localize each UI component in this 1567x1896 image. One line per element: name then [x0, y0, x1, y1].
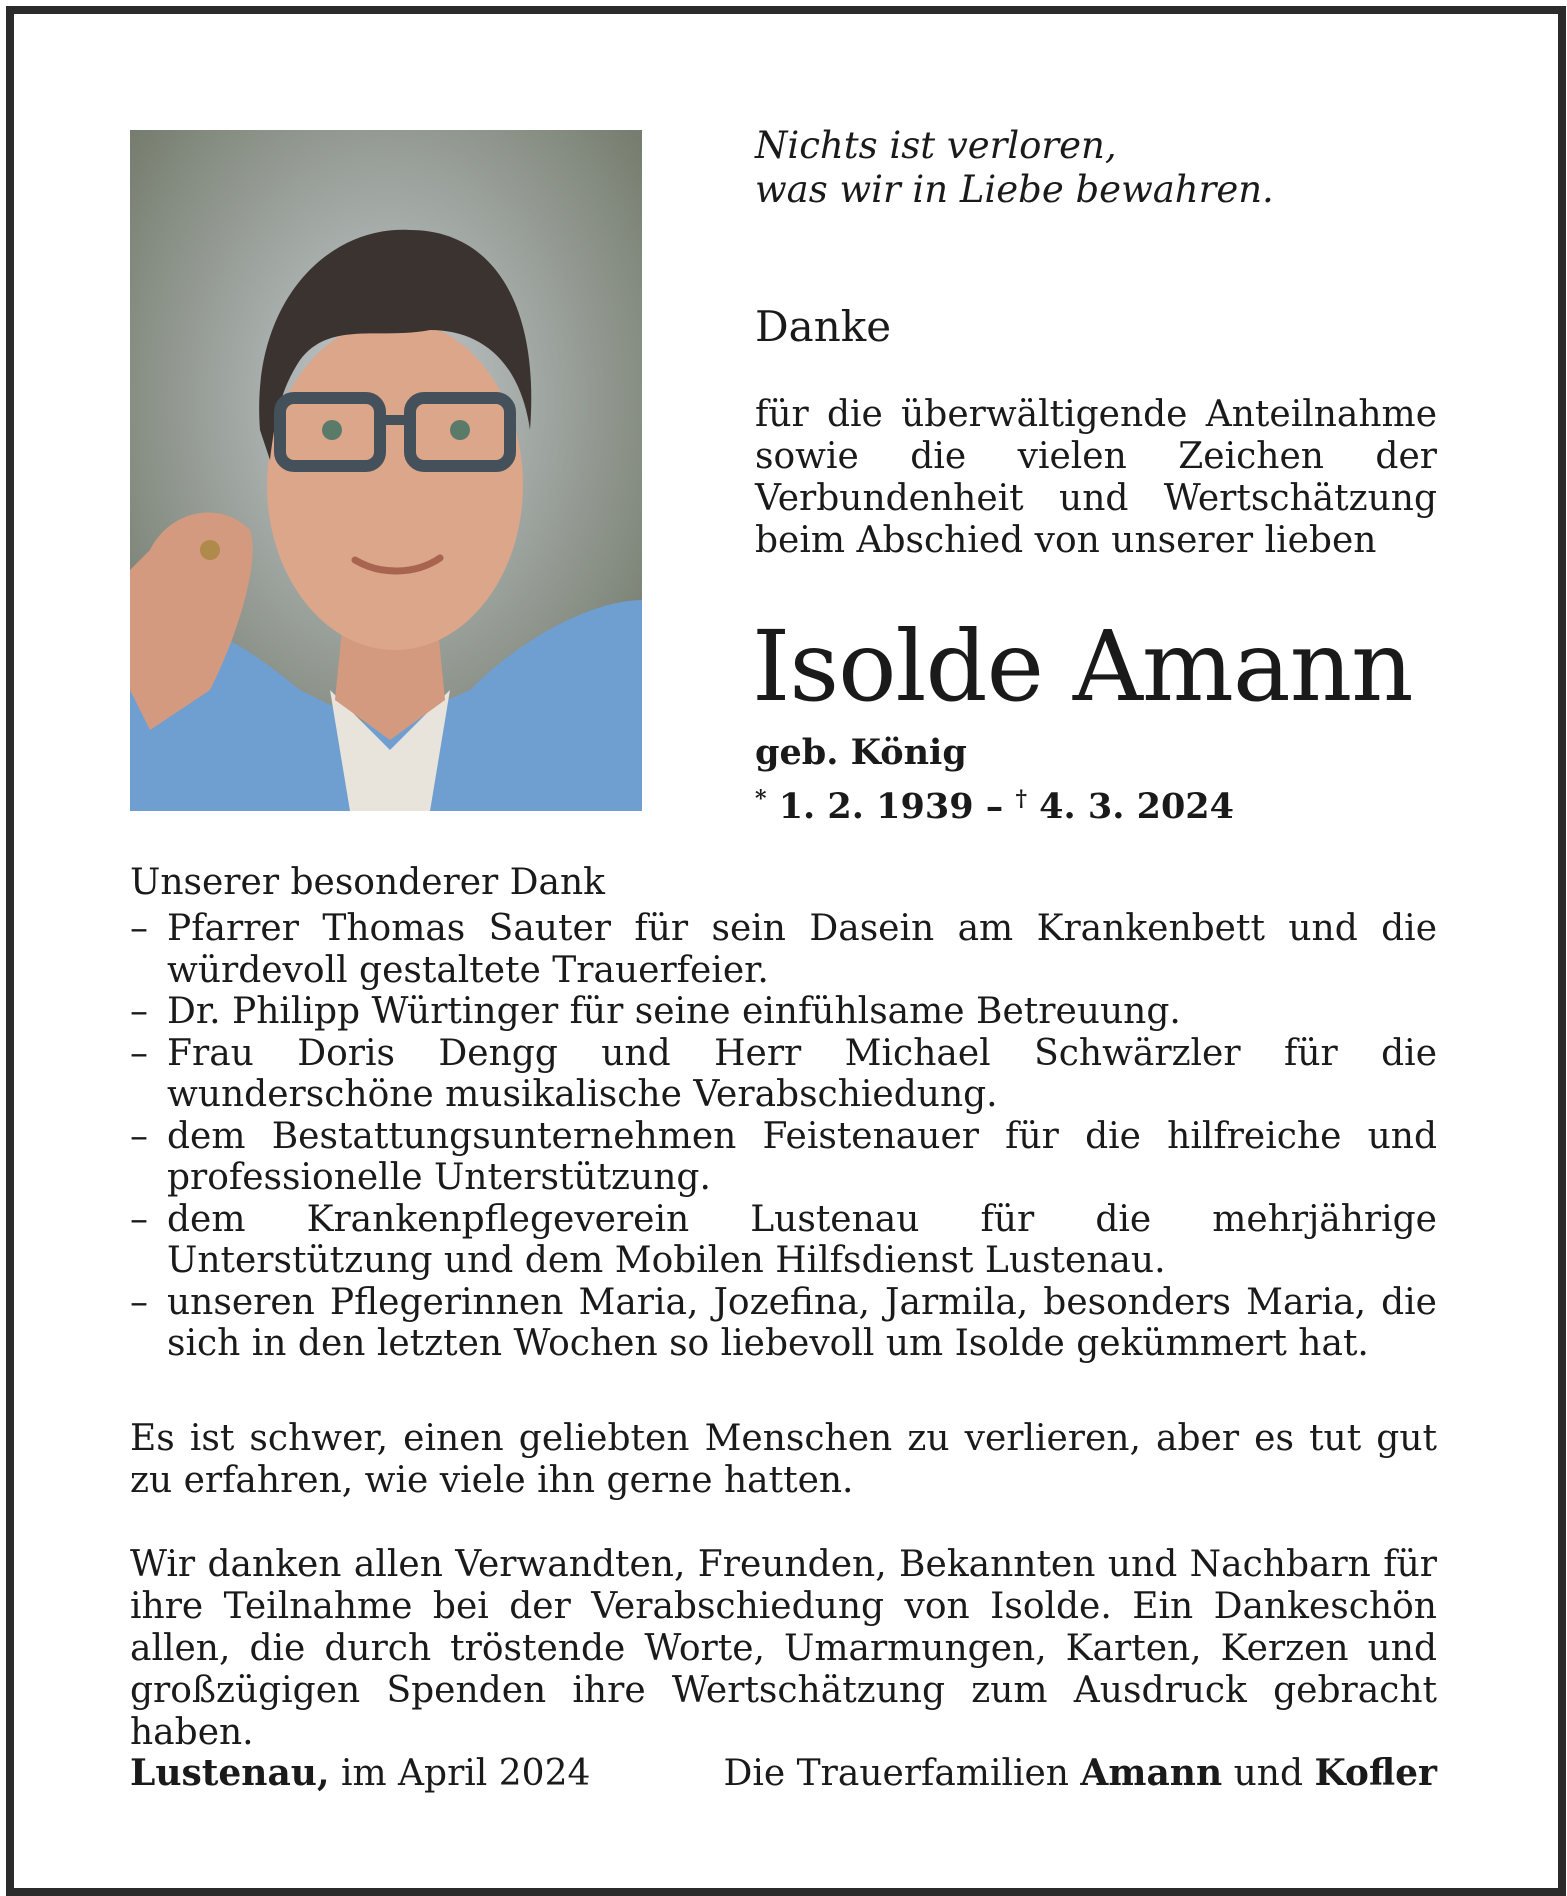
life-dates [755, 778, 1234, 828]
family-prefix: Die Trauerfamilien [723, 1753, 1081, 1794]
closing-paragraph-2: Wir danken allen Verwandten, Freunden, Bekannten und Nachbarn für ihre Teilnahme bei der Verabschiedung von Isolde. Ein Dankeschön allen, die durch tröstende Worte, Umarmungen, Karten, Kerzen und großzügigen Spenden ihre Wertschätzung zum Ausdruck gebracht haben. [130, 1544, 1437, 1753]
quote-line-2: was wir in Liebe bewahren. [755, 168, 1274, 211]
death-symbol: † [1015, 786, 1027, 812]
thanks-heading: Danke [755, 302, 892, 351]
list-item: – Pfarrer Thomas Sauter für sein Dasein am Krankenbett und die würdevoll gestaltete Trauerfeier. [130, 908, 1437, 991]
birth-symbol: * [755, 786, 767, 812]
family-name-1: Amann [1080, 1752, 1223, 1794]
family-name-2: Kofler [1314, 1752, 1437, 1794]
quote-line-1: Nichts ist verloren, [755, 124, 1117, 167]
family-and: und [1222, 1753, 1315, 1794]
date-separator: – [973, 786, 1016, 827]
birth-date: 1. 2. 1939 [778, 786, 974, 827]
list-item: – dem Bestattungsunternehmen Feistenauer für die hilfreiche und professionelle Unterstützung. [130, 1116, 1437, 1199]
intro-text: für die überwältigende Anteilnahme sowie die vielen Zeichen der Verbundenheit und Wertschätzung beim Abschied von unserer lieben [755, 394, 1437, 561]
family-signature [724, 1752, 1437, 1795]
special-thanks-list [130, 908, 1437, 1365]
memorial-quote [755, 124, 1274, 212]
deceased-name: Isolde Amann [752, 610, 1413, 723]
list-item: – Dr. Philipp Würtinger für seine einfühlsame Betreuung. [130, 991, 1437, 1033]
portrait-photo [130, 130, 642, 811]
closing-paragraph-1: Es ist schwer, einen geliebten Menschen zu verlieren, aber es tut gut zu erfahren, wie viele ihn gerne hatten. [130, 1418, 1437, 1501]
death-date: 4. 3. 2024 [1039, 786, 1234, 827]
maiden-name: geb. König [755, 732, 967, 773]
place-date [130, 1752, 590, 1795]
list-item: – unseren Pflegerinnen Maria, Jozefina, Jarmila, besonders Maria, die sich in den letzten Wochen so liebevoll um Isolde gekümmert hat. [130, 1282, 1437, 1365]
date: im April 2024 [329, 1753, 591, 1794]
list-item: – dem Krankenpflegeverein Lustenau für die mehrjährige Unterstützung und dem Mobilen Hilfsdienst Lustenau. [130, 1199, 1437, 1282]
special-thanks-heading: Unserer besonderer Dank [130, 862, 605, 903]
place: Lustenau, [130, 1752, 330, 1794]
portrait-illustration [130, 130, 642, 811]
list-item: – Frau Doris Dengg und Herr Michael Schwärzler für die wunderschöne musikalische Verabschiedung. [130, 1033, 1437, 1116]
